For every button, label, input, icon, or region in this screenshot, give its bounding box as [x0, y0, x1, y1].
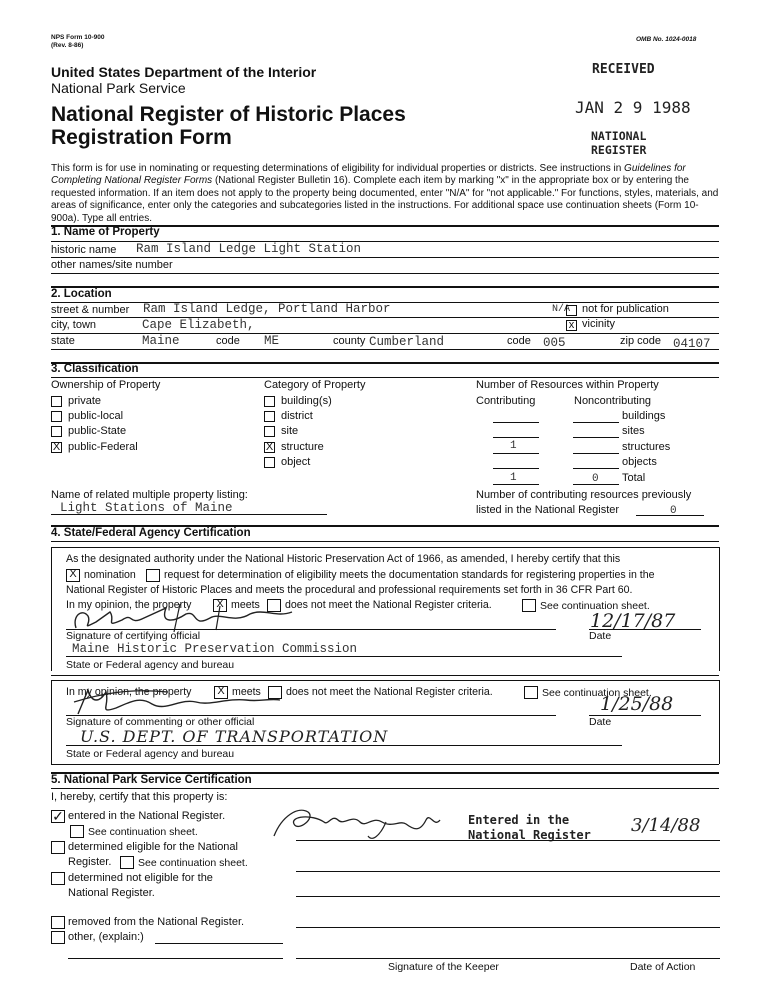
keeper-line [296, 927, 720, 928]
section-2-title: 2. Location [51, 288, 112, 300]
agency-line [66, 656, 622, 657]
entered-stamp-line-1: Entered in the [468, 813, 570, 827]
category-structure-label: structure [281, 441, 324, 453]
department-name: United States Department of the Interior [51, 64, 317, 80]
opinion2-label: In my opinion, the property [66, 686, 192, 698]
category-site-checkbox[interactable] [264, 426, 275, 437]
keeper-line [296, 896, 720, 897]
removed-label: removed from the National Register. [68, 916, 245, 928]
determined-not-eligible-label-2: National Register. [68, 887, 155, 899]
ownership-public-local-checkbox[interactable] [51, 411, 62, 422]
ownership-public-federal-label: public-Federal [68, 441, 138, 453]
frame-line [51, 680, 719, 681]
count-line [493, 422, 539, 423]
entered-checkbox[interactable]: ✓ [52, 808, 64, 824]
multiple-property-label: Name of related multiple property listing: [51, 489, 248, 501]
intro-guidelines-title: Guidelines for Completing National Register Forms [51, 163, 686, 187]
ownership-public-state-checkbox[interactable] [51, 426, 62, 437]
frame-line [719, 680, 720, 764]
state-code-value[interactable]: ME [264, 334, 280, 348]
stamp-national: NATIONAL [591, 129, 647, 143]
street-label: street & number [51, 304, 130, 316]
cert-statement-line-1: As the designated authority under the National Historic Preservation Act of 1966, as amended, I hereby certify that this [66, 553, 621, 565]
meets2-label: meets [232, 686, 261, 698]
intro-text-2: (National Register Bulletin 16). Complete each item by marking "x" in the appropriate box or by entering the requested information. If an item does not apply to the property being documented, enter "N/A" for "not applicable." For functions, styles, materials, and areas of significance, enter only the categories and subcategories listed in the instructions. For additional space use continuation sheets (Form 10-900a). Type all entries. [51, 175, 719, 224]
historic-name-label: historic name [51, 244, 117, 256]
frame-line [51, 547, 52, 671]
county-label: county [333, 335, 366, 347]
frame-line [51, 680, 52, 764]
category-district-checkbox[interactable] [264, 411, 275, 422]
keeper-signature-label: Signature of the Keeper [388, 961, 499, 973]
count-line [493, 468, 539, 469]
entered-stamp-line-2: National Register [468, 828, 591, 842]
count-line [573, 437, 619, 438]
meets-criteria-checkbox[interactable]: X [213, 599, 227, 612]
other-label: other, (explain:) [68, 931, 144, 943]
count-line [573, 422, 619, 423]
form-number: NPS Form 10-900 [51, 34, 105, 41]
certifying-agency-value[interactable]: Maine Historic Preservation Commission [72, 642, 358, 656]
zip-value[interactable]: 04107 [673, 337, 711, 351]
intro-text-1: This form is for use in nominating or requesting determinations of eligibility for individual properties or districts. See instructions in [51, 163, 625, 174]
resource-objects-label: objects [622, 456, 657, 468]
resource-total-label: Total [622, 472, 646, 484]
historic-name-value[interactable]: Ram Island Ledge Light Station [136, 242, 362, 256]
intro-instructions [51, 163, 719, 225]
category-header: Category of Property [264, 379, 366, 391]
received-date: JAN 2 9 1988 [575, 98, 691, 117]
section-4-title: 4. State/Federal Agency Certification [51, 527, 251, 539]
certifying-agency-label: State or Federal agency and bureau [66, 659, 235, 671]
cert-statement-line-3: National Register of Historic Places and meets the procedural and professional requirements set forth in 36 CFR Part 60. [66, 584, 633, 596]
vicinity-label: vicinity [582, 318, 616, 330]
section-1-title: 1. Name of Property [51, 226, 160, 238]
continuation-sheet2-label: See continuation sheet. [542, 687, 652, 699]
ownership-private-checkbox[interactable] [51, 396, 62, 407]
keeper-line [296, 958, 720, 959]
not-for-publication-label: not for publication [582, 303, 669, 315]
entered-continuation-label: See continuation sheet. [88, 826, 198, 838]
other-names-label: other names/site number [51, 259, 173, 271]
commenting-signature-label: Signature of commenting or other official [66, 716, 255, 728]
meets-label: meets [231, 599, 260, 611]
category-site-label: site [281, 425, 299, 437]
form-subtitle: Registration Form [51, 126, 232, 149]
street-value[interactable]: Ram Island Ledge, Portland Harbor [143, 302, 391, 316]
form-title: National Register of Historic Places [51, 103, 406, 126]
divider [51, 362, 719, 364]
count-line [493, 453, 539, 454]
multiple-property-value[interactable]: Light Stations of Maine [60, 501, 233, 515]
frame-line [719, 547, 720, 671]
resource-sites-label: sites [622, 425, 645, 437]
meets2-checkbox[interactable]: X [214, 686, 228, 699]
divider [51, 514, 327, 515]
form-revision: (Rev. 8-86) [51, 42, 84, 49]
count-line [493, 484, 539, 485]
category-buildings-checkbox[interactable] [264, 396, 275, 407]
category-district-label: district [281, 410, 313, 422]
total-contributing-count[interactable]: 1 [510, 472, 517, 484]
determined-eligible-label-2: Register. [68, 856, 112, 868]
other-checkbox[interactable] [51, 931, 65, 944]
continuation-sheet2-checkbox[interactable] [524, 686, 538, 699]
previously-listed-value[interactable]: 0 [670, 505, 677, 517]
not-for-publication-mark[interactable]: N/A [552, 304, 571, 315]
previously-listed-label-2: listed in the National Register [476, 504, 620, 516]
service-name: National Park Service [51, 80, 186, 96]
entered-label: entered in the National Register. [68, 810, 226, 822]
divider [51, 349, 719, 350]
nomination-checkbox[interactable]: X [66, 569, 80, 582]
entered-action-date[interactable]: 3/14/88 [631, 815, 701, 836]
continuation-sheet-label: See continuation sheet. [540, 600, 650, 612]
keeper-line [296, 871, 720, 872]
ownership-private-label: private [68, 395, 102, 407]
county-value[interactable]: Cumberland [369, 335, 445, 349]
state-code-label: code [216, 335, 240, 347]
resources-header: Number of Resources within Property [476, 379, 659, 391]
category-structure-checkbox[interactable]: X [265, 441, 274, 453]
zip-label: zip code [620, 335, 661, 347]
frame-line [51, 547, 719, 548]
other-explain-line [155, 943, 283, 944]
certifying-signature-label: Signature of certifying official [66, 630, 201, 642]
category-buildings-label: building(s) [281, 395, 332, 407]
does-not-meet2-label: does not meet the National Register criteria. [286, 686, 493, 698]
ownership-public-local-label: public-local [68, 410, 124, 422]
divider [51, 541, 719, 542]
state-label: state [51, 335, 75, 347]
date-line [589, 629, 701, 630]
ownership-public-federal-checkbox[interactable]: X [52, 441, 61, 453]
previously-listed-label-1: Number of contributing resources previously [476, 489, 692, 501]
agency-line [66, 745, 622, 746]
city-label: city, town [51, 319, 97, 331]
divider [51, 273, 719, 274]
nomination-label: nomination [84, 569, 136, 581]
keeper-signature [268, 802, 448, 842]
resource-structures-label: structures [622, 441, 671, 453]
does-not-meet-label: does not meet the National Register criteria. [285, 599, 492, 611]
county-code-value[interactable]: 005 [543, 336, 566, 350]
frame-line [51, 675, 719, 676]
not-for-publication-checkbox[interactable] [566, 305, 577, 316]
date-line [589, 715, 701, 716]
frame-line [51, 764, 719, 765]
commenting-agency-value[interactable]: U.S. DEPT. OF TRANSPORTATION [80, 727, 389, 746]
count-line [493, 437, 539, 438]
omb-number: OMB No. 1024-0018 [636, 36, 697, 43]
resource-buildings-label: buildings [622, 410, 666, 422]
other-explain-line [68, 958, 283, 959]
count-line [573, 468, 619, 469]
eligible-continuation-checkbox[interactable] [120, 856, 134, 869]
category-object-checkbox[interactable] [264, 457, 275, 468]
state-value[interactable]: Maine [142, 334, 180, 348]
ownership-public-state-label: public-State [68, 425, 127, 437]
stamp-register: REGISTER [591, 143, 647, 157]
vicinity-checkbox[interactable]: x [566, 320, 577, 331]
section-5-title: 5. National Park Service Certification [51, 774, 252, 786]
continuation-sheet-checkbox[interactable] [522, 599, 536, 612]
eligible-continuation-label: See continuation sheet. [138, 857, 248, 869]
nps-cert-intro: I, hereby, certify that this property is: [51, 791, 228, 803]
divider [51, 257, 719, 258]
county-code-label: code [507, 335, 531, 347]
determined-eligible-checkbox[interactable] [51, 841, 65, 854]
cert-statement-line-2: request for determination of eligibility meets the documentation standards for registering properties in the [164, 569, 655, 581]
divider [51, 377, 719, 378]
date-of-action-label: Date of Action [630, 961, 696, 973]
ownership-header: Ownership of Property [51, 379, 161, 391]
divider [51, 788, 719, 789]
determined-not-eligible-checkbox[interactable] [51, 872, 65, 885]
commenting-agency-label: State or Federal agency and bureau [66, 748, 235, 760]
removed-checkbox[interactable] [51, 916, 65, 929]
structures-contributing-count[interactable]: 1 [510, 440, 517, 452]
total-noncontributing-count[interactable]: 0 [592, 473, 599, 485]
entered-continuation-checkbox[interactable] [70, 825, 84, 838]
commenting-date-value[interactable]: 1/25/88 [600, 693, 674, 715]
divider [51, 286, 719, 288]
determination-request-checkbox[interactable] [146, 569, 160, 582]
determined-eligible-label-1: determined eligible for the National [68, 841, 238, 853]
determined-not-eligible-label-1: determined not eligible for the [68, 872, 213, 884]
count-line [573, 453, 619, 454]
noncontributing-header: Noncontributing [574, 395, 652, 407]
certifying-date-label: Date [589, 630, 612, 642]
city-value[interactable]: Cape Elizabeth, [142, 318, 255, 332]
opinion-label: In my opinion, the property [66, 599, 192, 611]
commenting-date-label: Date [589, 716, 612, 728]
section-3-title: 3. Classification [51, 363, 139, 375]
category-object-label: object [281, 456, 311, 468]
keeper-line [296, 840, 720, 841]
received-stamp: RECEIVED [592, 62, 655, 77]
certifying-date-value[interactable]: 12/17/87 [590, 610, 676, 632]
contributing-header: Contributing [476, 395, 536, 407]
